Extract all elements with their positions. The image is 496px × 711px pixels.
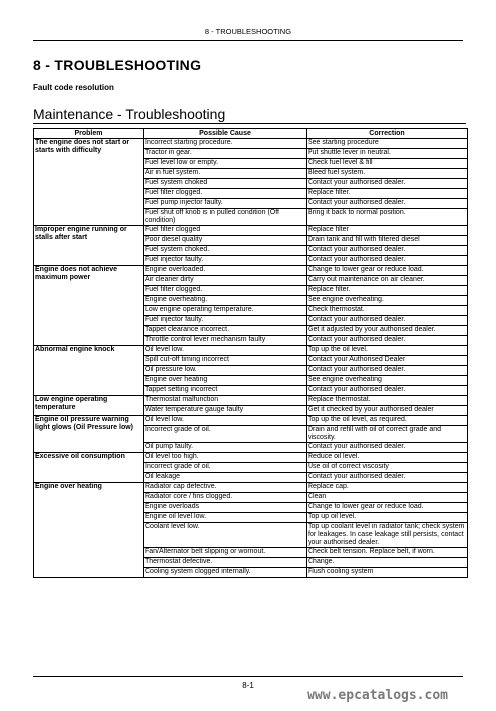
cause-cell: Air cleaner dirty bbox=[144, 276, 307, 286]
cause-cell: Fuel level low or empty. bbox=[144, 159, 307, 169]
table-header-row bbox=[34, 129, 468, 139]
correction-cell: Contact your authorised dealer. bbox=[307, 473, 468, 483]
correction-cell: Contact your authorised dealer. bbox=[307, 386, 468, 396]
table-row bbox=[34, 139, 468, 149]
correction-cell: Contact your authorised dealer. bbox=[307, 443, 468, 453]
correction-cell: Change to lower gear or reduce load. bbox=[307, 503, 468, 513]
correction-cell: Replace thermostat. bbox=[307, 396, 468, 406]
cause-cell: Fuel system choked. bbox=[144, 246, 307, 256]
correction-cell: Carry out maintenance on air cleaner. bbox=[307, 276, 468, 286]
problem-cell: Excessive oil consumption bbox=[34, 453, 144, 483]
cause-cell: Oil pump faulty. bbox=[144, 443, 307, 453]
correction-cell: Change. bbox=[307, 558, 468, 568]
cause-cell: Fuel filter clogged. bbox=[144, 286, 307, 296]
cause-cell: Water temperature gauge faulty bbox=[144, 406, 307, 416]
correction-cell: Check thermostat. bbox=[307, 306, 468, 316]
correction-cell: Top up the oil level. bbox=[307, 346, 468, 356]
correction-cell: Bring it back to normal position. bbox=[307, 209, 468, 226]
watermark-text: www.epcatalogs.com bbox=[307, 688, 448, 703]
correction-cell: Flush cooling system bbox=[307, 568, 468, 578]
cause-cell: Coolant level low. bbox=[144, 523, 307, 548]
correction-cell: Contact your authorised dealer. bbox=[307, 246, 468, 256]
correction-cell: See engine overheating bbox=[307, 376, 468, 386]
correction-cell: Replace filter. bbox=[307, 189, 468, 199]
cause-cell: Throttle control lever mechanism faulty bbox=[144, 336, 307, 346]
problem-cell: Low engine operating temperature bbox=[34, 396, 144, 416]
problem-cell: Improper engine running or stalls after start bbox=[34, 226, 144, 266]
correction-cell: Replace filter bbox=[307, 226, 468, 236]
column-header-cause: Possible Cause bbox=[144, 129, 307, 139]
cause-cell: Fuel filter clogged. bbox=[144, 189, 307, 199]
cause-cell: Incorrect starting procedure. bbox=[144, 139, 307, 149]
cause-cell: Oil leakage bbox=[144, 473, 307, 483]
table-row bbox=[34, 396, 468, 406]
correction-cell: Bleed fuel system. bbox=[307, 169, 468, 179]
cause-cell: Radiator cap defective. bbox=[144, 483, 307, 493]
cause-cell: Air in fuel system. bbox=[144, 169, 307, 179]
cause-cell: Tractor in gear. bbox=[144, 149, 307, 159]
correction-cell: Contact your authorised dealer. bbox=[307, 316, 468, 326]
correction-cell: Check belt tension. Replace belt, if worn. bbox=[307, 548, 468, 558]
correction-cell: Contact your Authorised Dealer bbox=[307, 356, 468, 366]
page-number: 8-1 bbox=[242, 681, 254, 690]
correction-cell: Drain tank and fill with filtered diesel bbox=[307, 236, 468, 246]
correction-cell: Contact your authorised dealer. bbox=[307, 256, 468, 266]
cause-cell: Oil level low. bbox=[144, 346, 307, 356]
cause-cell: Thermostat defective. bbox=[144, 558, 307, 568]
correction-cell: Change to lower gear or reduce load. bbox=[307, 266, 468, 276]
troubleshooting-table bbox=[33, 128, 468, 578]
correction-cell: Top up coolant level in radiator tank; check system for leakages. In case leakage still persists, contact your authorised dealer. bbox=[307, 523, 468, 548]
cause-cell: Fuel pump injector faulty. bbox=[144, 199, 307, 209]
cause-cell: Fuel system choked bbox=[144, 179, 307, 189]
cause-cell: Fuel shut off knob is in pulled condition (Off condition) bbox=[144, 209, 307, 226]
running-header: 8 - TROUBLESHOOTING bbox=[204, 27, 292, 36]
correction-cell: Contact your authorised dealer. bbox=[307, 366, 468, 376]
correction-cell: Top up the oil level, as required. bbox=[307, 416, 468, 426]
cause-cell: Tappet clearance incorrect. bbox=[144, 326, 307, 336]
table-row bbox=[34, 226, 468, 236]
cause-cell: Fuel injector faulty. bbox=[144, 256, 307, 266]
cause-cell: Engine oil level low. bbox=[144, 513, 307, 523]
cause-cell: Fuel filter clogged bbox=[144, 226, 307, 236]
cause-cell: Low engine operating temperature. bbox=[144, 306, 307, 316]
cause-cell: Thermostat malfunction bbox=[144, 396, 307, 406]
correction-cell: Check fuel level & fill bbox=[307, 159, 468, 169]
cause-cell: Tappet setting incorrect bbox=[144, 386, 307, 396]
correction-cell: Contact your authorised dealer. bbox=[307, 336, 468, 346]
correction-cell: Replace filter. bbox=[307, 286, 468, 296]
cause-cell: Fuel injector faulty. bbox=[144, 316, 307, 326]
problem-cell: Engine does not achieve maximum power bbox=[34, 266, 144, 346]
correction-cell: Contact your authorised dealer. bbox=[307, 179, 468, 189]
cause-cell: Cooling system clogged internally. bbox=[144, 568, 307, 578]
correction-cell: See starting procedure bbox=[307, 139, 468, 149]
cause-cell: Oil level too high. bbox=[144, 453, 307, 463]
correction-cell: Get it adjusted by your authorised dealer. bbox=[307, 326, 468, 336]
problem-cell: Engine oil pressure warning light glows (Oil Pressure low) bbox=[34, 416, 144, 453]
correction-cell: Clean bbox=[307, 493, 468, 503]
page-title: 8 - TROUBLESHOOTING bbox=[33, 57, 202, 73]
cause-cell: Oil level low. bbox=[144, 416, 307, 426]
cause-cell: Spill cut-off timing incorrect bbox=[144, 356, 307, 366]
cause-cell: Incorrect grade of oil. bbox=[144, 426, 307, 443]
correction-cell: Replace cap. bbox=[307, 483, 468, 493]
table-row bbox=[34, 266, 468, 276]
correction-cell: Drain and refill with oil of correct grade and viscosity. bbox=[307, 426, 468, 443]
section-title: Maintenance - Troubleshooting bbox=[33, 106, 226, 122]
correction-cell: Contact your authorised dealer. bbox=[307, 199, 468, 209]
cause-cell: Oil pressure low. bbox=[144, 366, 307, 376]
correction-cell: Get it checked by your authorised dealer bbox=[307, 406, 468, 416]
section-rule bbox=[33, 123, 466, 124]
header-rule bbox=[33, 40, 463, 41]
column-header-correction: Correction bbox=[307, 129, 468, 139]
problem-cell: The engine does not start or starts with difficulty bbox=[34, 139, 144, 226]
table-row bbox=[34, 416, 468, 426]
cause-cell: Engine overloads bbox=[144, 503, 307, 513]
cause-cell: Incorrect grade of oil. bbox=[144, 463, 307, 473]
page-subtitle: Fault code resolution bbox=[33, 83, 114, 92]
table-row bbox=[34, 346, 468, 356]
cause-cell: Engine overheating. bbox=[144, 296, 307, 306]
correction-cell: Use oil of correct viscosity bbox=[307, 463, 468, 473]
problem-cell: Abnormal engine knock bbox=[34, 346, 144, 396]
problem-cell: Engine over heating bbox=[34, 483, 144, 578]
cause-cell: Fan/Alternator belt slipping or wornout. bbox=[144, 548, 307, 558]
correction-cell: Reduce oil level. bbox=[307, 453, 468, 463]
cause-cell: Poor diesel quality bbox=[144, 236, 307, 246]
cause-cell: Engine overloaded. bbox=[144, 266, 307, 276]
cause-cell: Engine over heating bbox=[144, 376, 307, 386]
table-row bbox=[34, 483, 468, 493]
correction-cell: See engine overheating. bbox=[307, 296, 468, 306]
column-header-problem: Problem bbox=[34, 129, 144, 139]
correction-cell: Put shuttle lever in neutral. bbox=[307, 149, 468, 159]
table-row bbox=[34, 453, 468, 463]
correction-cell: Top up oil level. bbox=[307, 513, 468, 523]
footer-rule bbox=[33, 676, 463, 677]
cause-cell: Radiator core / fins clogged. bbox=[144, 493, 307, 503]
